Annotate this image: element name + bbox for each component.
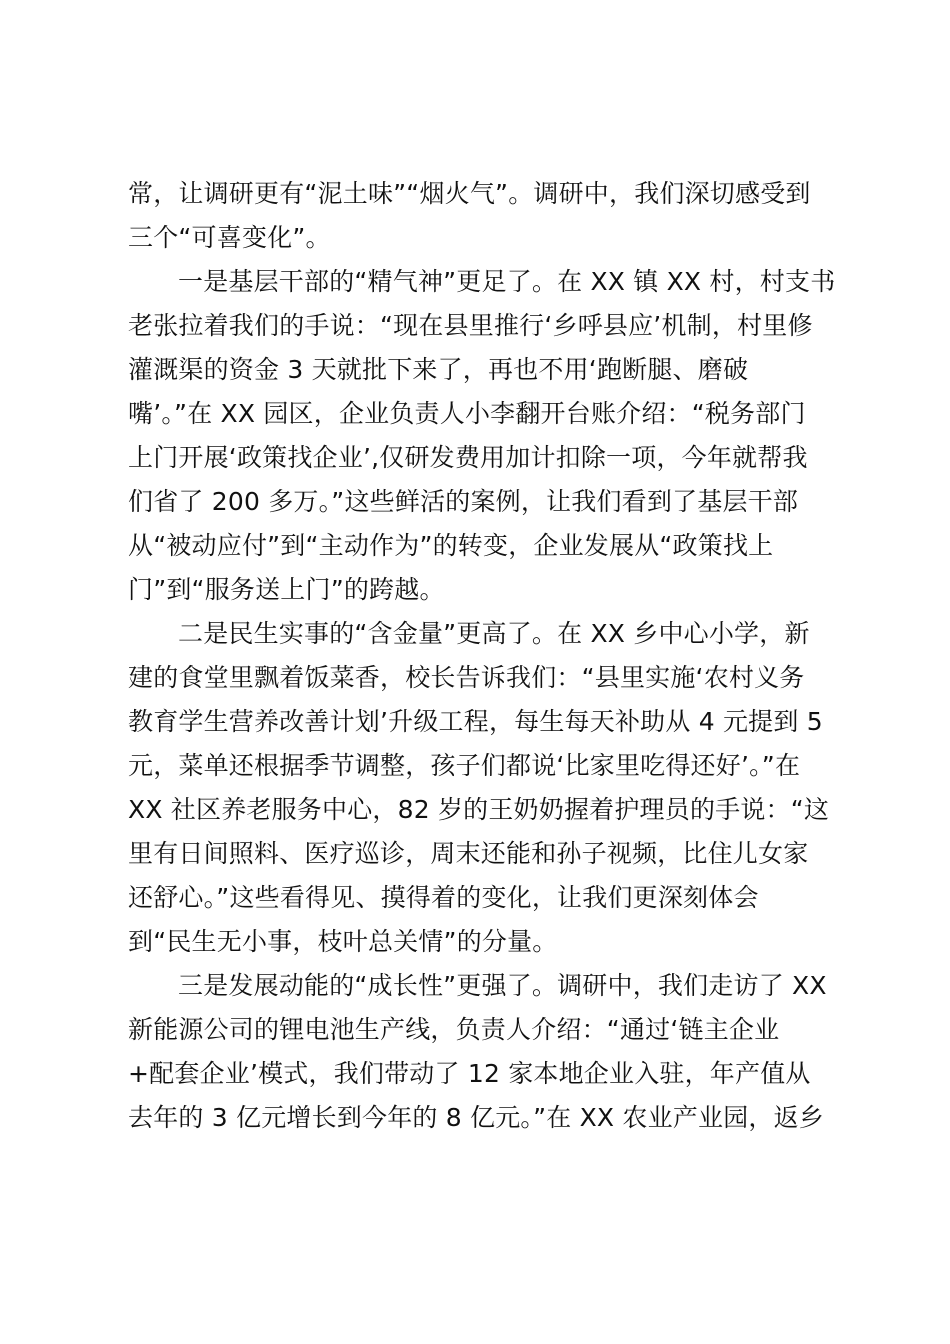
paragraph-heading-line: 二是民生实事的“含金量”更高了。在 XX 乡中心小学，新 <box>178 619 810 648</box>
text-line: 元，菜单还根据季节调整，孩子们都说‘比家里吃得还好’。”在 <box>128 751 801 780</box>
text-line: 三个“可喜变化”。 <box>128 223 331 252</box>
paragraph-heading-line: 一是基层干部的“精气神”更足了。在 XX 镇 XX 村，村支书 <box>178 267 836 296</box>
text-line: 里有日间照料、医疗巡诊，周末还能和孙子视频，比住儿女家 <box>128 839 809 868</box>
text-line: 去年的 3 亿元增长到今年的 8 亿元。”在 XX 农业产业园，返乡 <box>128 1103 824 1132</box>
text-line: 老张拉着我们的手说：“现在县里推行‘乡呼县应’机制，村里修 <box>128 311 813 340</box>
text-line: 们省了 200 多万。”这些鲜活的案例，让我们看到了基层干部 <box>128 487 799 516</box>
text-line: 灌溉渠的资金 3 天就批下来了，再也不用‘跑断腿、磨破 <box>128 355 749 384</box>
text-line: 嘴’。”在 XX 园区，企业负责人小李翻开台账介绍：“税务部门 <box>128 399 806 428</box>
body-text <box>128 172 840 1140</box>
text-line: 教育学生营养改善计划’升级工程，每生每天补助从 4 元提到 5 <box>128 707 823 736</box>
text-line: 常，让调研更有“泥土味”“烟火气”。调研中，我们深切感受到 <box>128 179 811 208</box>
text-line: 从“被动应付”到“主动作为”的转变，企业发展从“政策找上 <box>128 531 774 560</box>
text-line: 建的食堂里飘着饭菜香，校长告诉我们：“县里实施‘农村义务 <box>128 663 805 692</box>
text-line: 还舒心。”这些看得见、摸得着的变化，让我们更深刻体会 <box>128 883 759 912</box>
text-line: +配套企业’模式，我们带动了 12 家本地企业入驻，年产值从 <box>128 1059 811 1088</box>
text-line: 上门开展‘政策找企业’,仅研发费用加计扣除一项，今年就帮我 <box>128 443 808 472</box>
text-line: 门”到“服务送上门”的跨越。 <box>128 575 445 604</box>
text-line: 新能源公司的锂电池生产线，负责人介绍：“通过‘链主企业 <box>128 1015 780 1044</box>
text-line: XX 社区养老服务中心，82 岁的王奶奶握着护理员的手说：“这 <box>128 795 830 824</box>
text-line: 到“民生无小事，枝叶总关情”的分量。 <box>128 927 558 956</box>
paragraph-heading-line: 三是发展动能的“成长性”更强了。调研中，我们走访了 XX <box>178 971 827 1000</box>
